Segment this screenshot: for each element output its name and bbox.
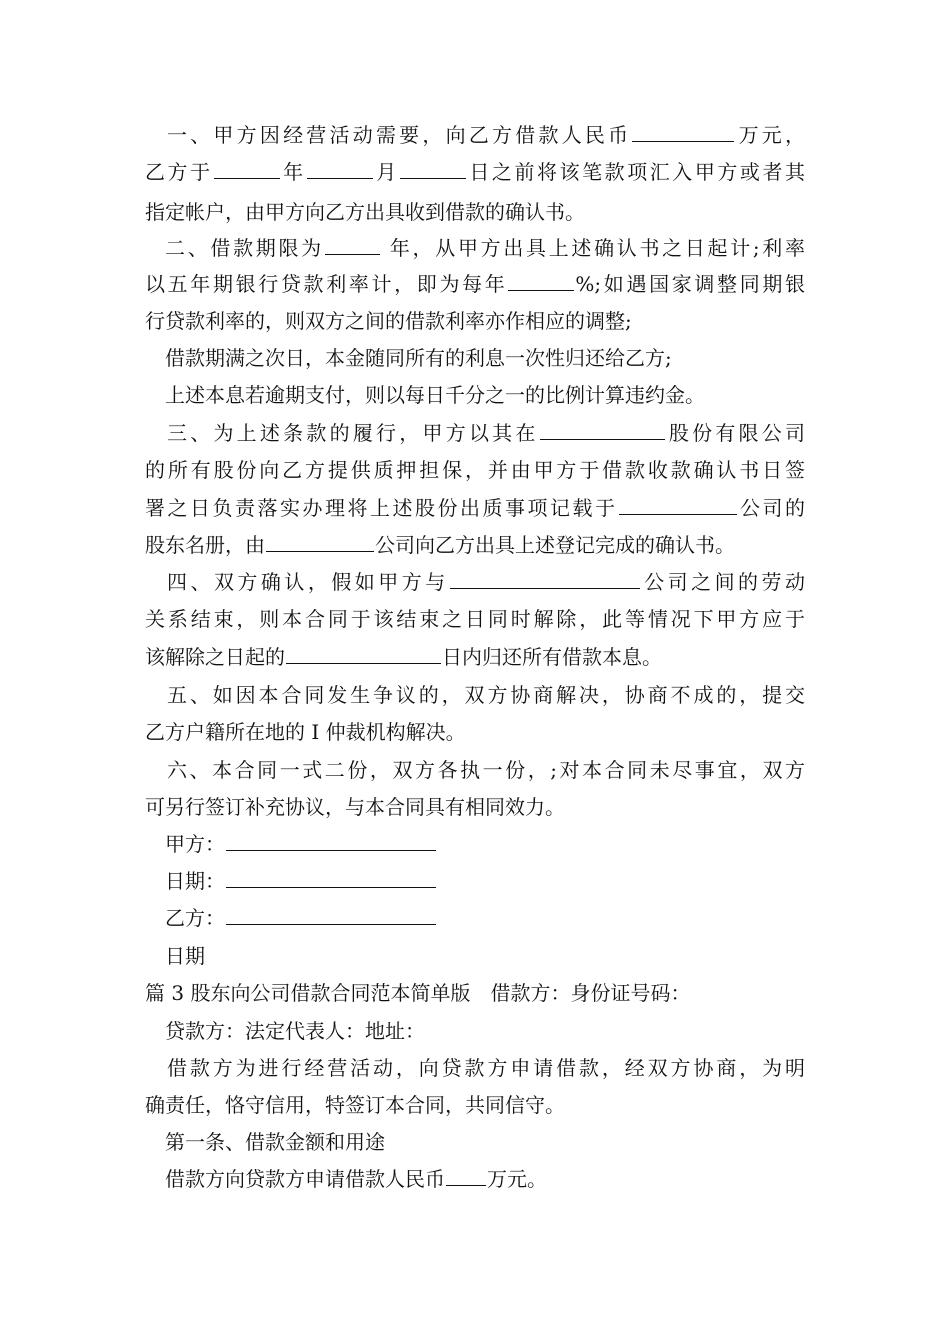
fill-in-blank [226,904,436,925]
text-line [145,567,805,597]
text-line [145,755,805,785]
fill-in-blank [508,270,574,291]
line-text: 年 [280,160,306,184]
fill-in-blank [266,531,374,552]
line-text: 行贷款利率的，则双方之间的借款利率亦作相应的调整; [145,309,632,333]
line-text: 年，从甲方出具上述确认书之日起计;利率 [380,236,805,260]
line-text: 的所有股份向乙方提供质押担保，并由甲方于借款收款确认书日签 [145,458,805,482]
text-line [145,120,805,150]
line-text: 万元， [735,123,806,147]
line-text: 六、本合同一式二份，双方各执一份，;对本合同未尽事宜，双方 [167,758,805,782]
line-text: 一、甲方因经营活动需要，向乙方借款人民币 [167,123,632,147]
line-text: 四、双方确认，假如甲方与 [167,570,449,594]
line-text: 公司向乙方出具上述登记完成的确认书。 [375,533,735,557]
text-line [145,717,466,747]
text-line [145,233,805,263]
fill-in-blank [307,158,373,179]
text-line [145,680,805,710]
line-text: %;如遇国家调整同期银 [575,272,805,296]
text-line [145,493,805,523]
text-line [145,642,662,672]
line-text: 公司的 [737,496,805,520]
line-text: 借款期满之次日，本金随同所有的利息一次性归还给乙方; [165,346,672,370]
line-text: 万元。 [487,1167,547,1191]
text-line [145,1016,425,1046]
line-text: 月 [373,160,399,184]
line-text: 三、为上述条款的履行，甲方以其在 [167,421,539,445]
text-line [145,455,805,485]
text-line [145,418,805,448]
line-text: 借款方向贷款方申请借款人民币 [165,1167,445,1191]
line-text: 以五年期银行贷款利率计，即为每年 [145,272,508,296]
text-line [145,604,805,634]
text-line [145,343,672,373]
fill-in-blank [540,419,665,440]
line-text: 股东名册，由 [145,533,265,557]
line-text: 乙方户籍所在地的 I 仲裁机构解决。 [145,720,466,744]
line-text: 指定帐户，由甲方向乙方出具收到借款的确认书。 [145,200,585,224]
fill-in-blank [450,568,640,589]
fill-in-blank [632,121,734,142]
text-line [145,978,690,1008]
fill-in-blank [400,158,466,179]
line-text: 该解除之日起的 [145,645,285,669]
line-text: 日之前将该笔款项汇入甲方或者其 [466,160,806,184]
line-text: 乙方于 [145,160,213,184]
line-text: 股份有限公司 [665,421,806,445]
line-text: 乙方： [165,906,225,930]
line-text: 五、如因本合同发生争议的，双方协商解决，协商不成的，提交 [167,683,805,707]
fill-in-blank [286,643,441,664]
text-line [145,829,437,859]
text-line [145,866,437,896]
text-line [145,941,205,971]
line-text: 日内归还所有借款本息。 [442,645,662,669]
fill-in-blank [214,158,280,179]
line-text: 日期： [165,869,225,893]
line-text: 贷款方：法定代表人：地址： [165,1019,425,1043]
text-line [145,197,585,227]
text-line [145,1164,547,1194]
line-text: 可另行签订补充协议，与本合同具有相同效力。 [145,795,565,819]
fill-in-blank [325,234,380,255]
text-line [145,380,705,410]
text-line [145,530,735,560]
text-line [145,1127,385,1157]
text-line [145,903,437,933]
text-line [145,269,805,299]
line-text: 篇 3 股东向公司借款合同范本简单版 借款方：身份证号码： [145,981,691,1005]
line-text: 关系结束，则本合同于该结束之日同时解除，此等情况下甲方应于 [145,607,805,631]
line-text: 日期 [165,944,205,968]
line-text: 公司之间的劳动 [640,570,806,594]
text-line [145,1090,565,1120]
line-text: 确责任，恪守信用，特签订本合同，共同信守。 [145,1093,565,1117]
line-text: 第一条、借款金额和用途 [165,1130,385,1154]
text-line [145,1053,805,1083]
fill-in-blank [226,830,436,851]
line-text: 二、借款期限为 [165,236,324,260]
text-line [145,157,805,187]
line-text: 甲方： [165,832,225,856]
line-text: 借款方为进行经营活动，向贷款方申请借款，经双方协商，为明 [167,1056,805,1080]
text-line [145,792,565,822]
fill-in-blank [619,494,737,515]
text-line [145,306,632,336]
fill-in-blank [446,1165,486,1186]
line-text: 上述本息若逾期支付，则以每日千分之一的比例计算违约金。 [165,383,705,407]
fill-in-blank [226,867,436,888]
line-text: 署之日负责落实办理将上述股份出质事项记载于 [145,496,618,520]
